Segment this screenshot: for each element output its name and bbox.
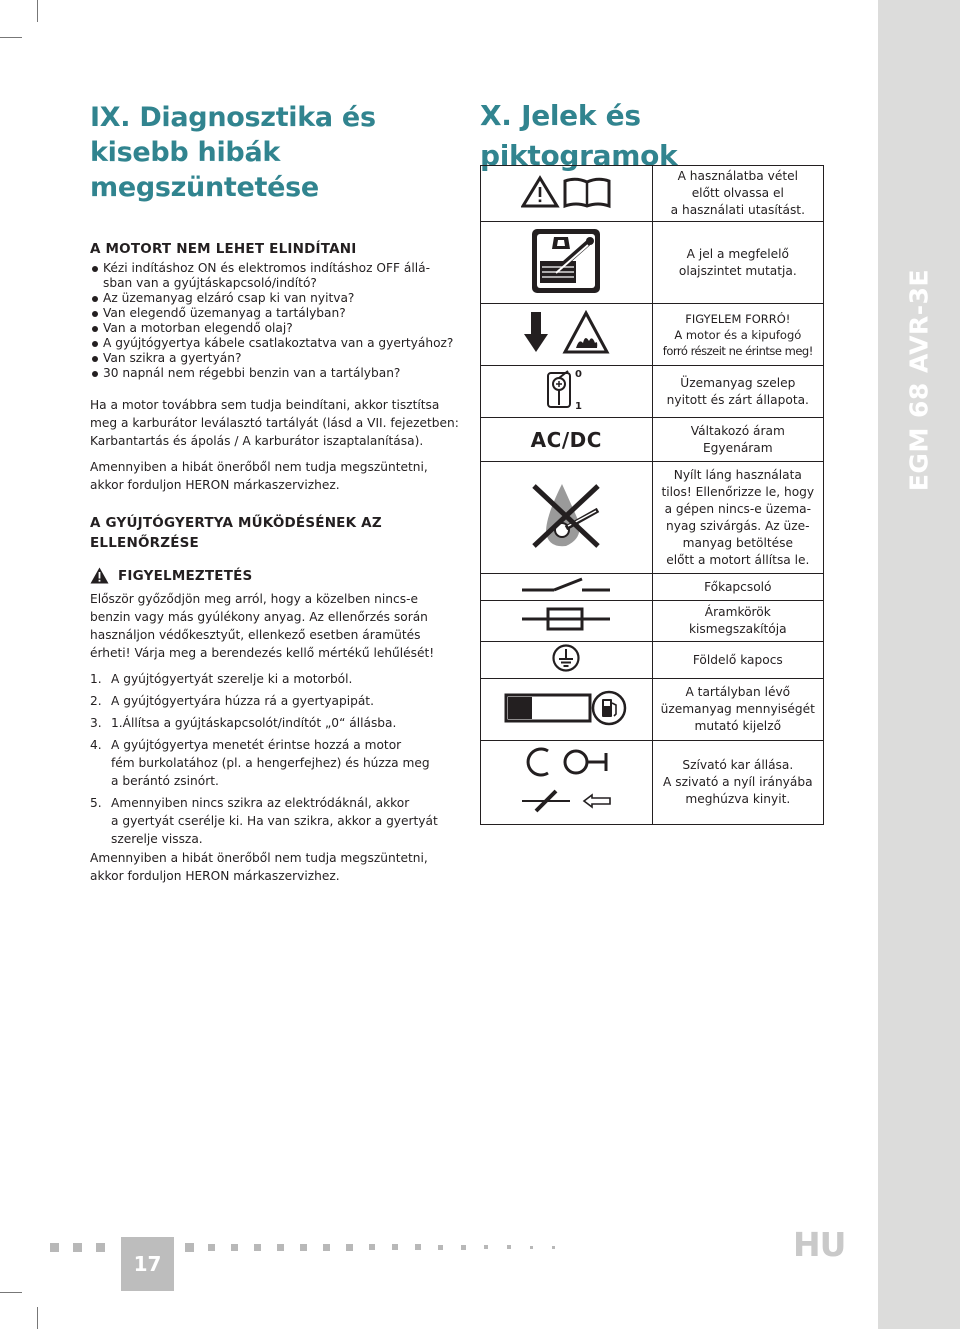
side-tab <box>878 0 960 1329</box>
right-column <box>480 96 832 176</box>
list-item: 3. 1.Állítsa a gyújtáskapcsolót/indítót „0“ állásba. <box>90 716 397 730</box>
list-item: 4. A gyújtógyertya menetét érintse hozzá a motor fém burkolatához (pl. a hengerfejhez) és húzza meg a berántó zsinórt. <box>90 738 430 788</box>
footer-square <box>277 1244 284 1251</box>
warning-read-manual-icon <box>521 175 611 209</box>
valve-label-open: 0 <box>575 368 583 380</box>
paragraph-carburetor: Ha a motor továbbra sem tudja beindítani, akkor tisztítsa meg a karburátor leválasztó tartályát (lásd a VII. fejezetben: Karbantartás és ápolás / A karburátor iszaptalanítása). <box>90 398 459 448</box>
list-item: 5. Amennyiben nincs szikra az elektródáknál, akkor a gyertyát cserélje ki. Ha van szikra, akkor a gyertyát szerelje vissza. <box>90 796 438 846</box>
table-cell-text: Főkapcsoló <box>652 574 823 601</box>
list-item: A gyújtógyertya kábele csatlakoztatva van a gyertyához? <box>90 336 462 351</box>
table-cell-text: Áramkörök kismegszakítója <box>652 601 823 642</box>
footer-square <box>185 1243 194 1252</box>
subheading-spark-plug-check: A GYÚJTÓGYERTYA MŰKÖDÉSÉNEK AZ ELLENŐRZÉSE <box>90 515 382 551</box>
list-item: 2. A gyújtógyertyára húzza rá a gyertyapipát. <box>90 694 374 708</box>
table-row <box>481 741 824 825</box>
table-cell-text: A használatba vétel előtt olvassa el a használati utasítást. <box>652 166 823 222</box>
choke-icon <box>520 743 612 819</box>
left-column <box>90 100 462 885</box>
table-cell-text: A tartályban lévő üzemanyag mennyiségét mutató kijelző <box>652 679 823 741</box>
fuel-gauge-icon <box>504 689 628 727</box>
table-cell-icon <box>481 462 653 574</box>
table-cell-icon <box>481 642 653 679</box>
footer-square <box>438 1245 443 1250</box>
language-code: HU <box>793 1225 846 1264</box>
list-item: Van szikra a gyertyán? <box>90 351 462 366</box>
footer-square <box>254 1244 261 1251</box>
footer-square <box>552 1246 555 1249</box>
footer-square <box>208 1244 215 1251</box>
list-item: 30 napnál nem régebbi benzin van a tartályban? <box>90 366 462 381</box>
table-row <box>481 462 824 574</box>
footer-square <box>461 1245 466 1250</box>
table-row <box>481 574 824 601</box>
footer-square <box>96 1243 105 1252</box>
page-number: 17 <box>121 1237 174 1291</box>
warning-text: Először győződjön meg arról, hogy a közelben nincs-e benzin vagy más gyúlékony anyag. Az ellenőrzés során használjon védőkesztyűt, ellenkező esetben áramütés érheti! Várja meg a berendezés kellő mértékű lehűlését! <box>90 592 435 660</box>
footer-square <box>484 1245 488 1249</box>
footer-square <box>346 1244 353 1251</box>
table-cell-icon <box>481 304 653 366</box>
warning-heading: FIGYELMEZTETÉS <box>90 567 462 584</box>
table-cell-icon <box>481 741 653 825</box>
subheading-engine-wont-start: A MOTORT NEM LEHET ELINDÍTANI <box>90 241 357 257</box>
list-item: Kézi indításhoz ON és elektromos indításhoz OFF állá- sban van a gyújtáskapcsoló/indító? <box>90 261 462 291</box>
table-row <box>481 679 824 741</box>
table-row <box>481 418 824 462</box>
footer-square <box>231 1244 238 1251</box>
symbols-table <box>480 165 824 825</box>
no-open-flame-icon <box>528 480 604 552</box>
footer-square <box>530 1246 533 1249</box>
crop-mark <box>0 1292 22 1293</box>
table-cell-text: A jel a megfelelő olajszintet mutatja. <box>652 222 823 304</box>
fuel-valve-icon <box>544 367 588 413</box>
steps-list <box>90 670 462 848</box>
table-cell-text: FIGYELEM FORRÓ! A motor és a kipufogó forró részeit ne érintse meg! <box>652 304 823 366</box>
list-item: 1. A gyújtógyertyát szerelje ki a motorból. <box>90 672 353 686</box>
table-cell-icon <box>481 366 653 418</box>
table-row <box>481 366 824 418</box>
ground-terminal-icon <box>551 643 581 673</box>
footer-square <box>323 1244 330 1251</box>
oil-level-icon <box>530 227 602 295</box>
footer-square <box>50 1243 59 1252</box>
footer-square <box>415 1244 421 1250</box>
paragraph-service: Amennyiben a hibát önerőből nem tudja megszüntetni, akkor forduljon HERON márkaszervizhez. <box>90 460 428 492</box>
list-item: Az üzemanyag elzáró csap ki van nyitva? <box>90 291 462 306</box>
table-row <box>481 642 824 679</box>
table-cell-text: Váltakozó áram Egyenáram <box>652 418 823 462</box>
footer-square <box>73 1243 82 1252</box>
list-item: Van a motorban elegendő olaj? <box>90 321 462 336</box>
table-row <box>481 304 824 366</box>
main-switch-icon <box>520 575 612 595</box>
footer-square <box>369 1244 375 1250</box>
table-cell-icon <box>481 418 653 462</box>
table-cell-text: Szívató kar állása. A szivató a nyíl irányába meghúzva kinyit. <box>652 741 823 825</box>
table-row <box>481 222 824 304</box>
hot-surface-icon <box>521 310 611 356</box>
footer-square <box>300 1244 307 1251</box>
table-cell-icon <box>481 601 653 642</box>
crop-mark <box>0 37 22 38</box>
acdc-icon: AC/DC <box>530 427 602 452</box>
warning-icon <box>90 567 109 584</box>
table-cell-icon <box>481 574 653 601</box>
fuse-icon <box>520 606 612 632</box>
table-cell-text: Üzemanyag szelep nyitott és zárt állapota. <box>652 366 823 418</box>
valve-label-closed: 1 <box>575 400 583 412</box>
list-item: Van elegendő üzemanyag a tartályban? <box>90 306 462 321</box>
footer-square <box>507 1245 511 1249</box>
table-cell-text: Földelő kapocs <box>652 642 823 679</box>
section-heading-symbols: X. Jelek és piktogramok <box>480 99 678 172</box>
table-cell-text: Nyílt láng használata tilos! Ellenőrizze le, hogy a gépen nincs-e üzema- nyag szivárgás. Az üze- manyag betöltése előtt a motort állítsa le. <box>652 462 823 574</box>
checklist <box>90 261 462 381</box>
paragraph-service-2: Amennyiben a hibát önerőből nem tudja megszüntetni, akkor forduljon HERON márkaszervizhez. <box>90 851 428 883</box>
table-row <box>481 166 824 222</box>
crop-mark <box>37 1307 38 1329</box>
table-cell-icon <box>481 679 653 741</box>
table-row <box>481 601 824 642</box>
section-heading-diagnostics: IX. Diagnosztika és kisebb hibák megszüntetése <box>90 102 376 203</box>
table-cell-icon <box>481 166 653 222</box>
footer-square <box>392 1244 398 1250</box>
crop-mark <box>37 0 38 22</box>
table-cell-icon <box>481 222 653 304</box>
model-label: EGM 68 AVR-3E <box>904 268 934 492</box>
